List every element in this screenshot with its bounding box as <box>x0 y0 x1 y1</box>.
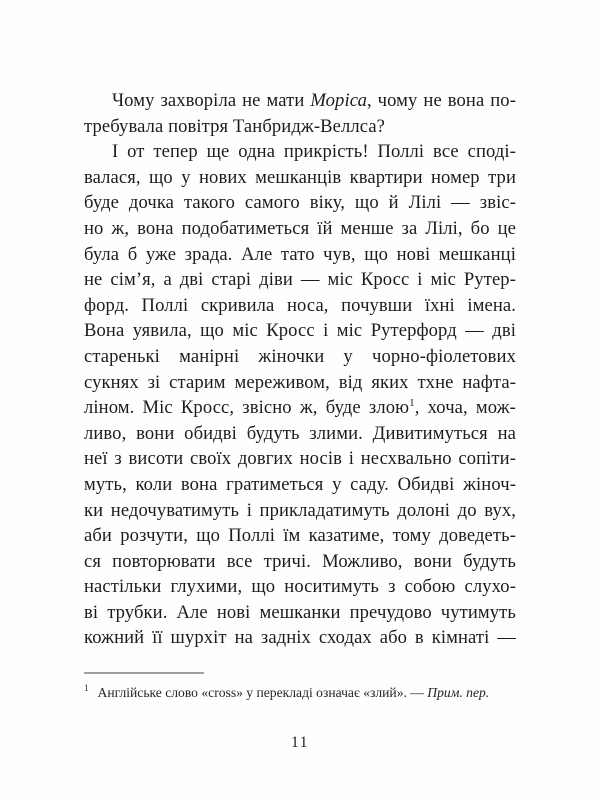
text-block <box>84 88 516 651</box>
text-line: ливо, вони обидві будуть злими. Дивитимуться на <box>84 422 516 444</box>
text-line: буде дочка такого самого віку, що й Лілі — звіс- <box>84 192 516 214</box>
text-line: ві трубки. Але нові мешканки пречудово чутимуть <box>84 601 516 623</box>
paragraph <box>84 88 516 139</box>
text-line: неї з висоти своїх довгих носів і несхвально сопіти- <box>84 448 516 470</box>
footnote-body: Англійське слово «cross» у перекладі означає «злий». — <box>97 685 428 700</box>
footnote-attribution: Прим. пер. <box>427 685 490 700</box>
text-line: форд. Поллі скривила носа, почувши їхні імена. <box>84 294 516 316</box>
text-line: не сім’я, а дві старі діви — міс Кросс і міс Рутер- <box>84 269 516 291</box>
footnote-marker: 1 <box>84 683 89 694</box>
footnote <box>84 672 516 702</box>
text-line: ліном. Міс Кросс, звісно ж, буде злою$^1$, хоча, мож- <box>84 396 516 419</box>
page-number: 11 <box>291 734 309 751</box>
text-line: старенькі манірні жіночки у чорно-фіолетових <box>84 345 516 367</box>
text-line: І от тепер ще одна прикрість! Поллі все споді- <box>112 141 516 163</box>
footnote-divider <box>84 672 204 674</box>
text-line: кожний її шурхіт на задніх сходах або в кімнаті — <box>84 627 516 649</box>
paragraph <box>84 139 516 651</box>
text-line: аби розчути, що Поллі їм казатиме, тому доведеть- <box>84 525 516 547</box>
text-line: но ж, вона подобатиметься їй менше за Лілі, бо це <box>84 217 516 239</box>
text-line: сукнях зі старим мереживом, від яких тхне нафта- <box>84 371 516 393</box>
text-line: требувала повітря Танбридж-Веллса? <box>84 115 386 137</box>
text-line: валася, що у нових мешканців квартири номер три <box>84 166 516 188</box>
text-line: була б уже зрада. Але тато чув, що нові мешканці <box>84 243 516 265</box>
text-line: настільки глухими, що носитимуть з собою слухо- <box>84 576 516 598</box>
text-line: Чому захворіла не мати Моріса, чому не вона по- <box>112 90 516 111</box>
text-line: Вона уявила, що міс Кросс і міс Рутерфорд — дві <box>84 320 516 342</box>
text-line: ся повторювати все тричі. Можливо, вони будуть <box>84 550 516 572</box>
text-line: муть, коли вона гратиметься у саду. Обидві жіноч- <box>84 473 516 495</box>
text-line: ки недочуватимуть і прикладатимуть долоні до вух, <box>84 499 516 521</box>
footnote-text <box>84 684 516 702</box>
